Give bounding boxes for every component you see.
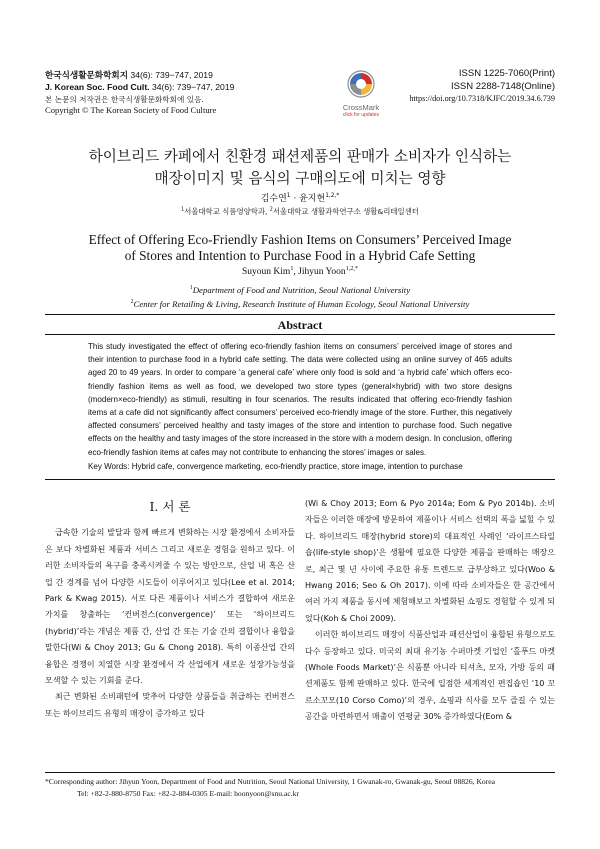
- paragraph: 최근 변화된 소비패턴에 맞추어 다양한 상품들을 취급하는 컨버전스 또는 하이브리드 유형의 매장이 증가하고 있다: [45, 692, 295, 718]
- journal-name-en: J. Korean Soc. Food Cult.: [45, 82, 150, 92]
- author2-ko: 윤지현: [299, 194, 326, 204]
- keywords-label: Key Words:: [88, 462, 130, 471]
- crossmark-icon: [347, 70, 375, 98]
- copyright-ko: 본 논문의 저작권은 한국식생활문화학회에 있음.: [45, 95, 204, 104]
- keywords: [88, 462, 528, 471]
- footnote-line1: *Corresponding author: Jihyun Yoon, Department of Food and Nutrition, Seoul National University, 1 Gwanak-ro, Gwanak-gu, Seoul 08826, Korea: [45, 777, 496, 786]
- copyright-en: Copyright © The Korean Society of Food Culture: [45, 105, 217, 115]
- abstract-top-rule: [45, 314, 555, 315]
- issn-print: ISSN 1225-7060(Print): [458, 68, 555, 79]
- author1-en: Suyoun Kim: [242, 267, 291, 278]
- author2-en: Jihyun Yoon: [298, 267, 346, 278]
- journal-header: [45, 70, 234, 116]
- title-ko-line1: 하이브리드 카페에서 친환경 패션제품의 판매가 소비자가 인식하는: [88, 148, 512, 165]
- footnote-line2: Tel: +82-2-880-8750 Fax: +82-2-884-0305 E-mail: hoonyoon@snu.ac.kr: [77, 789, 299, 798]
- body-column-left: [45, 496, 295, 722]
- abstract-bottom-rule: [45, 479, 555, 480]
- affiliations-ko: $^1$서울대학교 식품영양학과, $^2$서울대학교 생활과학연구소 생활&리테일센터: [181, 207, 419, 216]
- footnote-rule: [45, 772, 555, 773]
- title-en-line2: of Stores and Intention to Purchase Food in a Hybrid Cafe Setting: [124, 248, 476, 263]
- abstract-heading-rule: [45, 334, 555, 335]
- authors-ko: 김수연$^1$ · 윤지현$^{1,2,*}$: [260, 193, 340, 204]
- journal-citation-ko: 34(6): 739−747, 2019: [128, 70, 213, 80]
- affiliations-en: $^1$Department of Food and Nutrition, Seoul National University $^2$Center for Retailing & Living, Research Institute of Human Ecology, Seoul National University: [130, 284, 470, 309]
- body-column-right: [305, 496, 555, 726]
- paper-title-en: [40, 232, 560, 264]
- issn-online: ISSN 2288-7148(Online): [450, 80, 555, 92]
- title-ko-line2: 매장이미지 및 음식의 구매의도에 미치는 영향: [154, 170, 446, 187]
- title-en-line1: Effect of Offering Eco-Friendly Fashion Items on Consumers’ Perceived Image: [88, 232, 512, 247]
- crossmark-sublabel: click for updates: [342, 112, 380, 118]
- affiliation1-ko: 서울대학교 식품영양학과,: [184, 207, 270, 216]
- crossmark-label: CrossMark: [342, 103, 380, 112]
- issn-block: [409, 68, 555, 106]
- journal-citation-en: 34(6): 739−747, 2019: [149, 82, 235, 92]
- corresponding-author-footnote: [45, 776, 565, 800]
- affiliation1-en: Department of Food and Nutrition, Seoul National University: [192, 284, 411, 295]
- journal-name-ko: 한국식생활문화학회지: [45, 71, 129, 81]
- abstract-heading: Abstract: [277, 318, 323, 332]
- paragraph: (Wi & Choy 2013; Eom & Pyo 2014a; Eom & Pyo 2014b). 소비자들은 이러한 매장에 방문하여 제품이나 서비스 선택의 폭을 넓힐 수 있다. 하이브리드 매장(hybrid store)의 대표적인 사례인 ‘라이프스타일 숍(life-style shop)’은 생활에 필요한 다양한 제품을 판매하는 매장으로, 최근 몇 년 사이에 주요한 유통 트렌드로 급부상하고 있다(Woo & Hwang 2016; Seo & Oh 2017). 이에 따라 소비자들은 한 공간에서 여러 가지 제품을 동시에 체험해보고 차별화된 쇼핑도 경험할 수 있게 되었다(Koh & Choi 2009).: [305, 499, 555, 623]
- keywords-list: Hybrid cafe, convergence marketing, eco-friendly practice, store image, intention to purchase: [129, 462, 463, 471]
- abstract-text: This study investigated the effect of offering eco-friendly fashion items on consumers’ perceived image of stores and their intention to purchase food in a hybrid cafe setting. The data were collected using an online survey of 465 adults aged 20 to 49 years. In order to compare ‘a general cafe’ where only food is sold and ‘a hybrid cafe’ which offers eco-friendly fashion items as well as food, we developed two store types (general×hybrid) with two store designs (modern×eco-friendly) as stimuli, resulting in four scenarios. The results indicated that offering eco-friendly fashion items at a cafe did not significantly affect consumers’ perceived eco-friendly image of the store. Further, this negatively affected consumers’ perceived healthy and tasty images of the store and intention to purchase food. Such negative effects on the healthy and tasty images of the store increased in the store with a modern design. In conclusion, offering eco-friendly fashion items at cafes may not contribute to enhancing the stores’ images or sales.: [88, 342, 512, 457]
- section-heading-introduction: I. 서 론: [149, 499, 191, 514]
- author1-ko: 김수연: [260, 194, 287, 204]
- corresponding-mark: *: [336, 193, 340, 199]
- paper-title-ko: [40, 146, 560, 190]
- doi-link[interactable]: https://doi.org/10.7318/KJFC/2019.34.6.739: [409, 94, 555, 103]
- crossmark-badge[interactable]: [331, 70, 391, 118]
- authors-en: Suyoun Kim$^1$, Jihyun Yoon$^{1,2,*}$: [242, 266, 358, 278]
- affiliation2-en: Center for Retailing & Living, Research Institute of Human Ecology, Seoul National University: [133, 298, 470, 309]
- affiliation2-ko: 서울대학교 생활과학연구소 생활&리테일센터: [272, 207, 419, 216]
- paragraph: 이러한 하이브리드 매장이 식품산업과 패션산업이 융합된 유형으로도 다수 등장하고 있다. 미국의 최대 유기농 수퍼마켓 기업인 ‘홀푸드 마켓(Whole Foods Market)’은 식품뿐 아니라 티셔츠, 모자, 가방 등의 패션제품도 함께 판매하고 있다. 한국에 입점한 세계적인 편집숍인 ‘10 꼬르소꼬모(10 Corso Como)’의 경우, 쇼핑과 식사를 모두 즐길 수 있는 공간을 마련하면서 매출이 연평균 30% 증가하였다(Eom &: [305, 630, 555, 722]
- paragraph: 급속한 기술의 발달과 함께 빠르게 변화하는 시장 환경에서 소비자들은 보다 차별화된 제품과 서비스 그리고 새로운 경험을 원하고 있다. 이러한 소비자들의 욕구를 충족시켜줄 수 있는 방안으로, 산업 내 혹은 산업 간 경계를 넘어 다양한 시도들이 이루어지고 있다(Lee et al. 2014; Park & Kwag 2015). 서로 다른 제품이나 서비스가 결합하여 새로운 가치를 창출하는 ‘컨버전스(convergence)’ 또는 ‘하이브리드(hybrid)’라는 개념은 제품 간, 산업 간 또는 기술 간의 결합이나 융합을 말한다(Wi & Choy 2013; Gu & Chong 2018). 특히 이종산업 간의 융합은 경쟁이 치열한 시장 환경에서 각 산업에게 새로운 성장가능성을 모색할 수 있는 기회를 준다.: [45, 528, 295, 686]
